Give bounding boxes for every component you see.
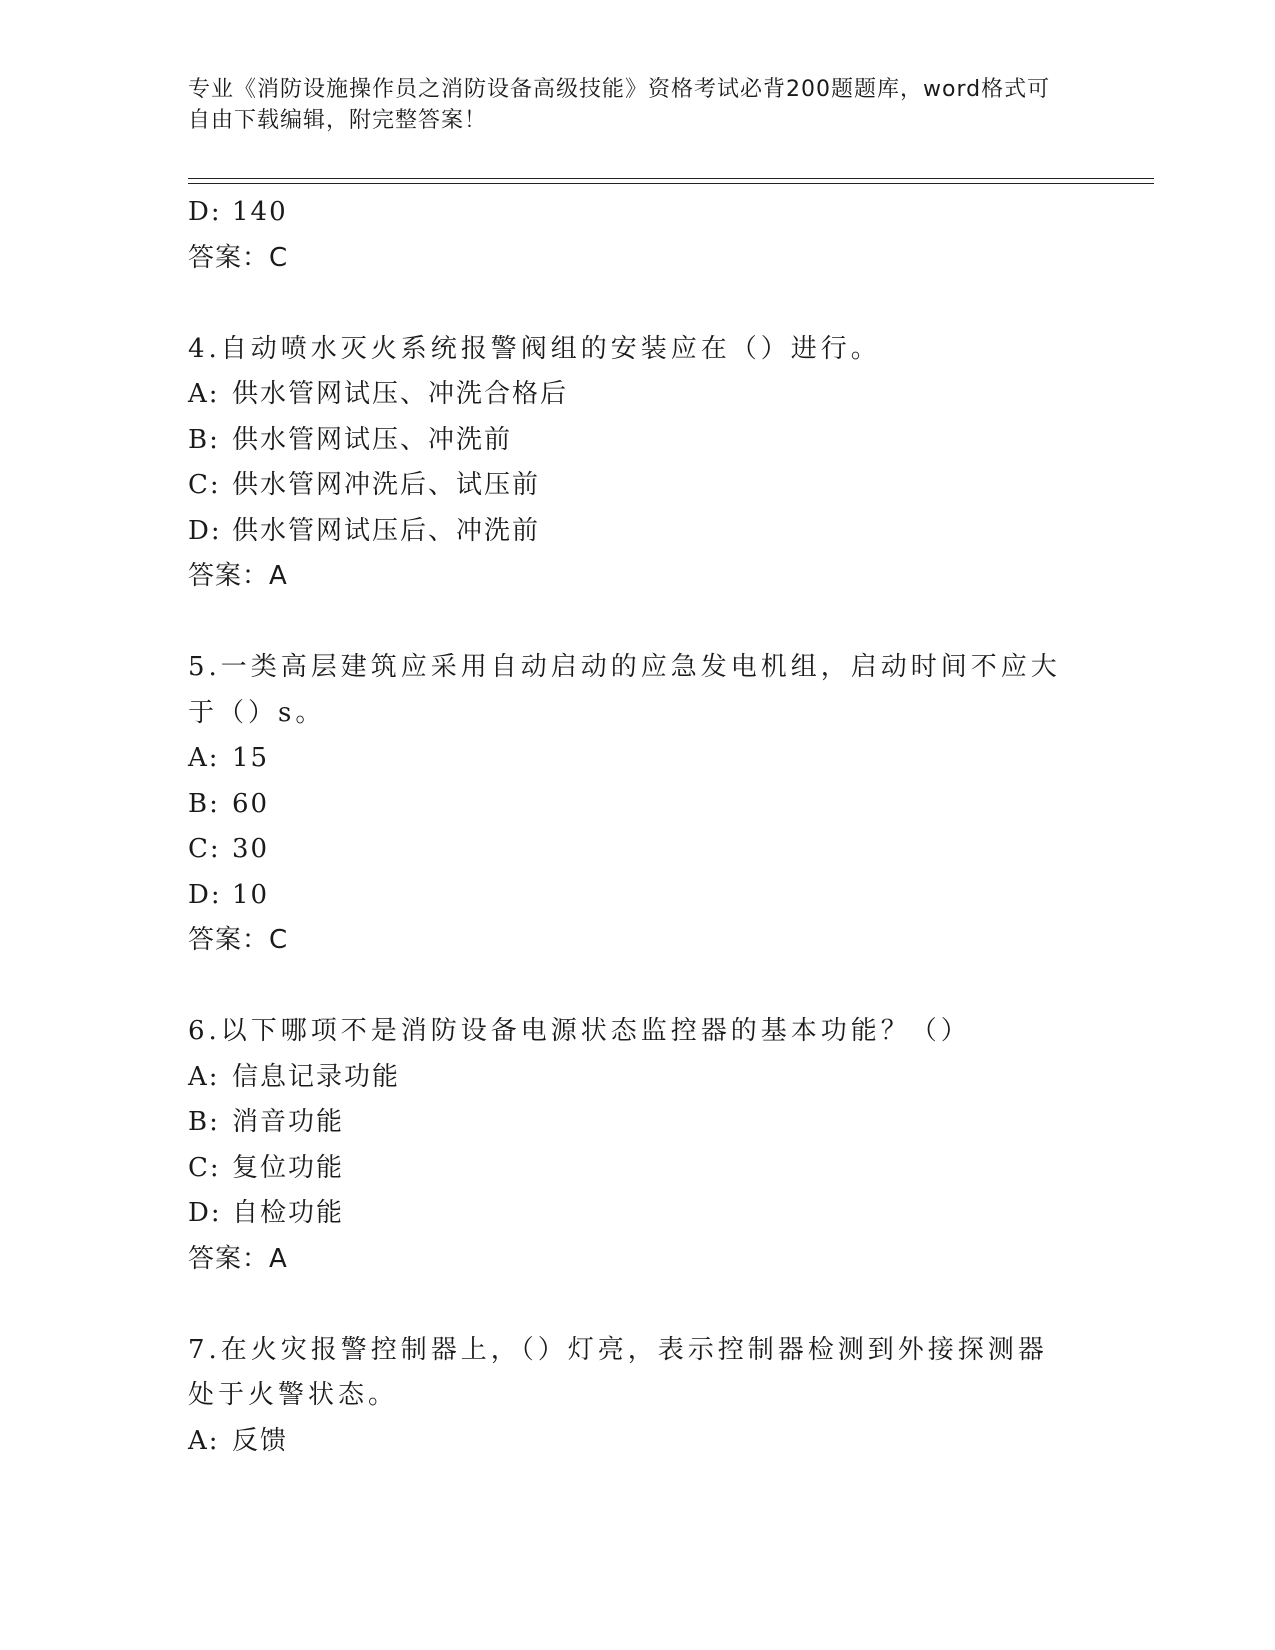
option-text: 复位功能 xyxy=(232,1152,345,1183)
option-text: 10 xyxy=(232,879,270,910)
option-text: 自检功能 xyxy=(232,1198,345,1228)
option-key: C: xyxy=(188,834,221,864)
option-text: 供水管网冲洗后、试压前 xyxy=(232,470,541,500)
option-key: D: xyxy=(188,515,222,546)
option-text: 信息记录功能 xyxy=(232,1061,401,1092)
option-row xyxy=(188,463,1068,509)
option-key: D: xyxy=(188,197,222,227)
option-text: 反馈 xyxy=(232,1425,289,1456)
option-row xyxy=(188,1055,1068,1101)
question-list xyxy=(188,190,1068,1464)
option-row xyxy=(188,827,1068,873)
answer-line: 答案：C xyxy=(188,925,289,955)
header-divider-bottom xyxy=(188,183,1154,184)
option-row xyxy=(188,1146,1068,1192)
option-key: C: xyxy=(188,1152,221,1183)
option-row xyxy=(188,372,1068,418)
option-key: B: xyxy=(188,424,220,455)
spacer xyxy=(188,1282,1068,1328)
option-key: B: xyxy=(188,788,220,819)
option-row xyxy=(188,1419,1068,1465)
spacer xyxy=(188,281,1068,327)
answer-line: 答案：C xyxy=(188,242,289,273)
option-row xyxy=(188,1100,1068,1146)
option-row xyxy=(188,190,1068,236)
page-header: 专业《消防设施操作员之消防设备高级技能》资格考试必背200题题库，word格式可自由下载编辑，附完整答案！ xyxy=(188,77,1051,133)
option-key: D: xyxy=(188,879,222,910)
spacer xyxy=(188,964,1068,1010)
option-text: 140 xyxy=(232,197,288,227)
option-text: 供水管网试压、冲洗合格后 xyxy=(232,379,569,409)
option-text: 30 xyxy=(232,834,270,864)
option-text: 供水管网试压、冲洗前 xyxy=(232,424,513,455)
option-text: 15 xyxy=(232,743,270,773)
question-stem: 4.自动喷水灭火系统报警阀组的安装应在（）进行。 xyxy=(188,333,881,364)
question-stem: 6.以下哪项不是消防设备电源状态监控器的基本功能？（） xyxy=(188,1016,971,1046)
option-key: B: xyxy=(188,1107,220,1137)
option-row xyxy=(188,1191,1068,1237)
option-row xyxy=(188,736,1068,782)
option-row xyxy=(188,782,1068,828)
option-key: D: xyxy=(188,1198,222,1228)
option-row xyxy=(188,509,1068,555)
option-text: 供水管网试压后、冲洗前 xyxy=(232,515,541,546)
question-stem: 7.在火灾报警控制器上，（）灯亮，表示控制器检测到外接探测器处于火警状态。 xyxy=(188,1334,1048,1410)
spacer xyxy=(188,600,1068,646)
answer-line: 答案：A xyxy=(188,1243,288,1274)
option-row xyxy=(188,418,1068,464)
option-row xyxy=(188,873,1068,919)
header-divider-top xyxy=(188,178,1154,179)
answer-line: 答案：A xyxy=(188,561,288,591)
option-text: 消音功能 xyxy=(232,1107,345,1137)
option-key: A: xyxy=(188,1425,220,1456)
question-stem: 5.一类高层建筑应采用自动启动的应急发电机组，启动时间不应大于（）s。 xyxy=(188,652,1061,728)
option-key: A: xyxy=(188,1061,220,1092)
option-key: C: xyxy=(188,470,221,500)
option-text: 60 xyxy=(232,788,270,819)
option-key: A: xyxy=(188,379,220,409)
option-key: A: xyxy=(188,743,220,773)
